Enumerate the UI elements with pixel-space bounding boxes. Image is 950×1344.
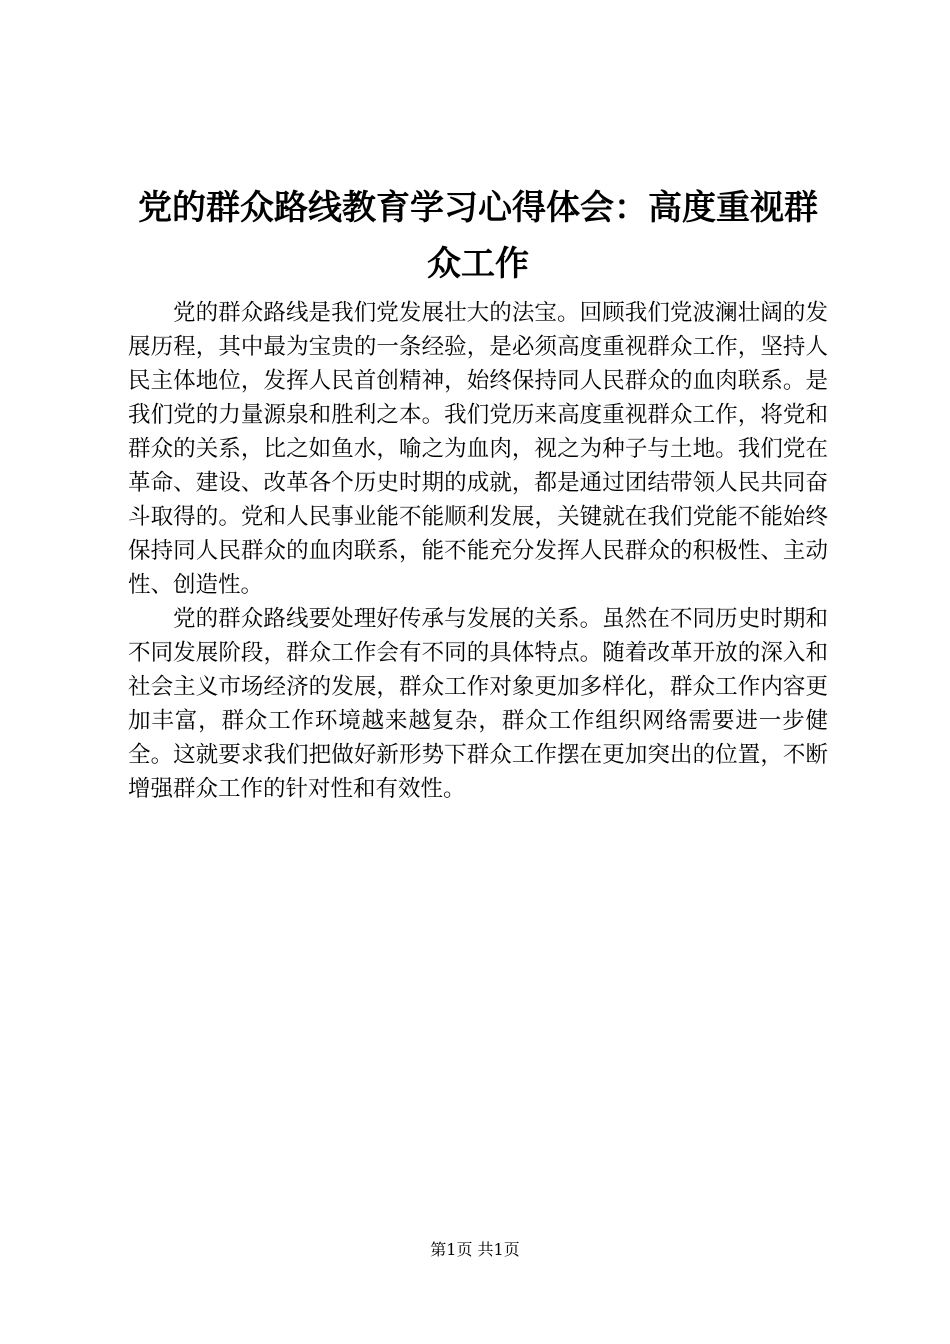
paragraph-2: 党的群众路线要处理好传承与发展的关系。虽然在不同历史时期和不同发展阶段，群众工作会有不同的具体特点。随着改革开放的深入和社会主义市场经济的发展，群众工作对象更加多样化，群众工作内容更加丰富，群众工作环境越来越复杂，群众工作组织网络需要进一步健全。这就要求我们把做好新形势下群众工作摆在更加突出的位置，不断增强群众工作的针对性和有效性。 — [128, 606, 828, 802]
paragraph-1: 党的群众路线是我们党发展壮大的法宝。回顾我们党波澜壮阔的发展历程，其中最为宝贵的一条经验，是必须高度重视群众工作，坚持人民主体地位，发挥人民首创精神，始终保持同人民群众的血肉联系。是我们党的力量源泉和胜利之本。我们党历来高度重视群众工作，将党和群众的关系，比之如鱼水，喻之为血肉，视之为种子与土地。我们党在革命、建设、改革各个历史时期的成就，都是通过团结带领人民共同奋斗取得的。党和人民事业能不能顺利发展，关键就在我们党能不能始终保持同人民群众的血肉联系，能不能充分发挥人民群众的积极性、主动性、创造性。 — [128, 300, 828, 598]
document-title: 党的群众路线教育学习心得体会：高度重视群众工作 — [138, 188, 818, 284]
page-footer: 第1页 共1页 — [430, 1240, 520, 1259]
document-body — [128, 296, 828, 806]
